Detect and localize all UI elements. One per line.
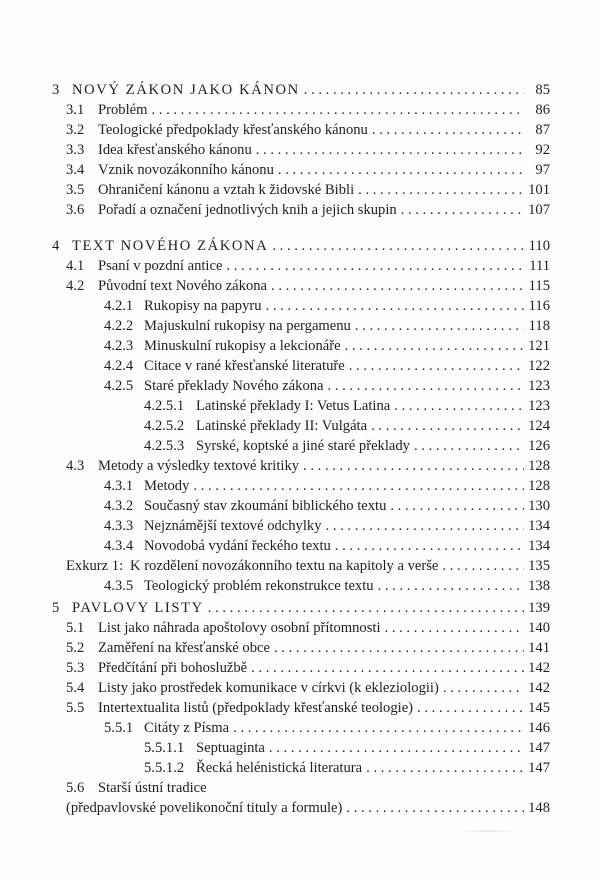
leader-dots <box>251 658 524 678</box>
entry-title: Současný stav zkoumání biblického textu <box>144 498 387 514</box>
entry-title: Ohraničení kánonu a vztah k židovské Bibli <box>98 182 355 198</box>
entry-title: Citace v rané křesťanské literatuře <box>144 358 345 374</box>
page-number: 92 <box>535 142 550 158</box>
toc-entry <box>66 120 550 140</box>
toc-entry <box>66 100 550 120</box>
page-number: 148 <box>528 800 550 816</box>
leader-dots <box>378 576 524 596</box>
entry-title: Problém <box>98 102 148 118</box>
entry-number: 5 <box>52 600 60 616</box>
toc-entry <box>66 618 550 638</box>
entry-number: 4.2.1 <box>104 298 134 314</box>
entry-title: Řecká helénistická literatura <box>196 760 363 776</box>
toc-entry <box>104 516 550 536</box>
page-number: 123 <box>528 398 550 414</box>
page-number: 128 <box>528 478 550 494</box>
chapter-heading <box>52 80 550 100</box>
toc-entry <box>66 180 550 200</box>
toc-entry <box>66 456 550 476</box>
page-number: 118 <box>528 318 550 334</box>
entry-title: NOVÝ ZÁKON JAKO KÁNON <box>72 82 300 98</box>
entry-number: 4.3 <box>66 458 85 474</box>
entry-title: Předčítání při bohoslužbě <box>98 660 248 676</box>
leader-dots <box>443 678 524 698</box>
page-number: 110 <box>528 238 550 254</box>
page-number: 107 <box>528 202 550 218</box>
page-number: 115 <box>528 278 550 294</box>
page-number: 123 <box>528 378 550 394</box>
toc-entry <box>104 356 550 376</box>
entry-title: TEXT NOVÉHO ZÁKONA <box>72 238 269 254</box>
leader-dots <box>256 140 524 160</box>
toc-entry <box>104 496 550 516</box>
toc-entry <box>144 436 550 456</box>
leader-dots <box>304 80 524 100</box>
entry-number: 4.1 <box>66 258 85 274</box>
page-number: 116 <box>528 298 550 314</box>
leader-dots <box>278 160 524 180</box>
page-number: 124 <box>528 418 550 434</box>
entry-number: 5.6 <box>66 780 85 796</box>
entry-title: Starší ústní tradice <box>98 780 207 796</box>
toc-entry <box>104 536 550 556</box>
entry-number: 5.5.1.2 <box>144 760 185 776</box>
leader-dots <box>326 516 524 536</box>
page-number: 130 <box>528 498 550 514</box>
page-number: 121 <box>528 338 550 354</box>
toc-entry <box>66 200 550 220</box>
page-number: 134 <box>528 538 550 554</box>
entry-number: 4.2.5.3 <box>144 438 185 454</box>
leader-dots <box>417 698 524 718</box>
leader-dots <box>372 120 524 140</box>
leader-dots <box>346 798 524 818</box>
entry-number: 4.3.5 <box>104 578 134 594</box>
toc-entry <box>66 638 550 658</box>
toc-entry <box>104 296 550 316</box>
page-number: 85 <box>535 82 550 98</box>
entry-title: Latinské překlady I: Vetus Latina <box>196 398 391 414</box>
page-number: 135 <box>528 558 550 574</box>
entry-number: 3.1 <box>66 102 85 118</box>
entry-number: 4.2.5.1 <box>144 398 185 414</box>
entry-title: Listy jako prostředek komunikace v církvi (k ekleziologii) <box>98 680 439 696</box>
entry-number: 5.5.1 <box>104 720 134 736</box>
leader-dots <box>355 316 524 336</box>
page-number: 141 <box>528 640 550 656</box>
entry-number: 4.3.4 <box>104 538 134 554</box>
page-number: 101 <box>528 182 550 198</box>
leader-dots <box>266 296 524 316</box>
leader-dots <box>358 180 524 200</box>
page-number: 147 <box>528 760 550 776</box>
entry-title: Teologické předpoklady křesťanského kánonu <box>98 122 368 138</box>
leader-dots <box>233 718 524 738</box>
page-number: 86 <box>535 102 550 118</box>
leader-dots <box>226 256 524 276</box>
toc-entry <box>66 556 550 576</box>
entry-title: Minuskulní rukopisy a lekcionáře <box>144 338 341 354</box>
toc-entry <box>66 798 550 818</box>
entry-number: 5.5 <box>66 700 85 716</box>
leader-dots <box>303 456 524 476</box>
toc-entry <box>144 396 550 416</box>
leader-dots <box>366 758 524 778</box>
entry-title: Citáty z Písma <box>144 720 230 736</box>
leader-dots <box>151 100 524 120</box>
page-number: 142 <box>528 660 550 676</box>
page-number: 147 <box>528 740 550 756</box>
page-number: 142 <box>528 680 550 696</box>
page-number: 140 <box>528 620 550 636</box>
leader-dots <box>385 618 524 638</box>
entry-title: Idea křesťanského kánonu <box>98 142 252 158</box>
leader-dots <box>442 556 524 576</box>
entry-title: Novodobá vydání řeckého textu <box>144 538 331 554</box>
toc-entry <box>66 276 550 296</box>
toc-entry <box>66 698 550 718</box>
entry-title: Majuskulní rukopisy na pergamenu <box>144 318 351 334</box>
toc-entry <box>66 256 550 276</box>
entry-number: Exkurz 1: <box>66 558 124 574</box>
entry-number: 4.2.5.2 <box>144 418 185 434</box>
entry-number: 5.2 <box>66 640 85 656</box>
leader-dots <box>390 496 524 516</box>
entry-title: Septuaginta <box>196 740 265 756</box>
entry-number: 4.3.1 <box>104 478 134 494</box>
page-number: 145 <box>528 700 550 716</box>
toc-entry <box>144 416 550 436</box>
entry-title: K rozdělení novozákonního textu na kapitoly a verše <box>130 558 439 574</box>
toc-entry <box>144 738 550 758</box>
leader-dots <box>371 416 524 436</box>
entry-title: (předpavlovské povelikonoční tituly a formule) <box>66 800 343 816</box>
toc-entry <box>66 678 550 698</box>
entry-title: Staré překlady Nového zákona <box>144 378 324 394</box>
page-number: 87 <box>535 122 550 138</box>
leader-dots <box>193 476 524 496</box>
entry-number: 4.2.4 <box>104 358 134 374</box>
leader-dots <box>271 276 524 296</box>
page-number: 97 <box>535 162 550 178</box>
page-number: 128 <box>528 458 550 474</box>
entry-number: 4.2.3 <box>104 338 134 354</box>
leader-dots <box>274 638 524 658</box>
toc-entry <box>144 758 550 778</box>
leader-dots <box>345 336 524 356</box>
page-number: 111 <box>529 258 550 274</box>
page-number: 139 <box>528 600 550 616</box>
leader-dots <box>272 236 524 256</box>
entry-title: Metody a výsledky textové kritiky <box>98 458 300 474</box>
leader-dots <box>349 356 524 376</box>
chapter-heading <box>52 236 550 256</box>
entry-number: 3 <box>52 82 60 98</box>
entry-title: Původní text Nového zákona <box>98 278 268 294</box>
entry-number: 3.4 <box>66 162 85 178</box>
paper-smudge <box>458 830 518 832</box>
leader-dots <box>208 598 524 618</box>
entry-number: 3.6 <box>66 202 85 218</box>
entry-number: 4 <box>52 238 60 254</box>
toc-entry <box>104 576 550 596</box>
entry-number: 5.1 <box>66 620 85 636</box>
entry-title: PAVLOVY LISTY <box>72 600 204 616</box>
entry-number: 5.5.1.1 <box>144 740 185 756</box>
entry-title: Rukopisy na papyru <box>144 298 262 314</box>
toc-entry <box>104 316 550 336</box>
entry-number: 4.2 <box>66 278 85 294</box>
entry-title: List jako náhrada apoštolovy osobní přítomnosti <box>98 620 381 636</box>
entry-number: 3.2 <box>66 122 85 138</box>
entry-title: Syrské, koptské a jiné staré překlady <box>196 438 410 454</box>
toc-entry <box>104 718 550 738</box>
leader-dots <box>335 536 524 556</box>
entry-title: Intertextualita listů (předpoklady křesťanské teologie) <box>98 700 414 716</box>
entry-number: 5.4 <box>66 680 85 696</box>
toc-entry <box>104 336 550 356</box>
toc-entry <box>66 140 550 160</box>
entry-title: Vznik novozákonního kánonu <box>98 162 274 178</box>
toc-entry <box>104 476 550 496</box>
entry-title: Latinské překlady II: Vulgáta <box>196 418 368 434</box>
page-number: 138 <box>528 578 550 594</box>
toc-entry <box>66 658 550 678</box>
leader-dots <box>328 376 524 396</box>
entry-title: Zaměření na křesťanské obce <box>98 640 270 656</box>
toc-entry <box>66 778 550 798</box>
page-number: 134 <box>528 518 550 534</box>
entry-number: 4.2.5 <box>104 378 134 394</box>
chapter-heading <box>52 598 550 618</box>
entry-title: Nejznámější textové odchylky <box>144 518 322 534</box>
leader-dots <box>401 200 524 220</box>
toc-entry <box>66 160 550 180</box>
entry-number: 3.3 <box>66 142 85 158</box>
leader-dots <box>394 396 524 416</box>
page-number: 122 <box>528 358 550 374</box>
entry-title: Teologický problém rekonstrukce textu <box>144 578 374 594</box>
page-number: 126 <box>528 438 550 454</box>
entry-title: Pořadí a označení jednotlivých knih a jejich skupin <box>98 202 397 218</box>
entry-number: 4.2.2 <box>104 318 134 334</box>
entry-title: Metody <box>144 478 190 494</box>
entry-number: 5.3 <box>66 660 85 676</box>
page-number: 146 <box>528 720 550 736</box>
leader-dots <box>414 436 524 456</box>
entry-number: 4.3.2 <box>104 498 134 514</box>
entry-number: 3.5 <box>66 182 85 198</box>
toc-entry <box>104 376 550 396</box>
entry-title: Psaní v pozdní antice <box>98 258 223 274</box>
entry-number: 4.3.3 <box>104 518 134 534</box>
leader-dots <box>269 738 524 758</box>
